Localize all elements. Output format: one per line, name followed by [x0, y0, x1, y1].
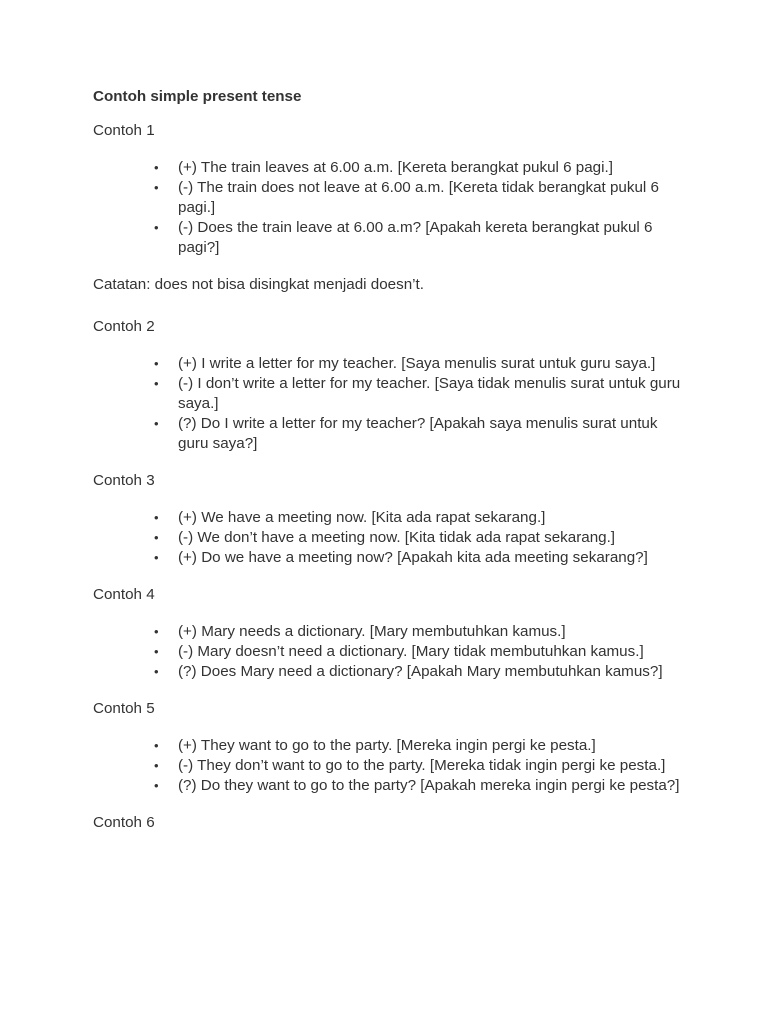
list-item-text: (+) The train leaves at 6.00 a.m. [Kereta berangkat pukul 6 pagi.] [178, 159, 613, 176]
list-item-text: (-) We don’t have a meeting now. [Kita tidak ada rapat sekarang.] [178, 529, 616, 546]
list-item-text: (+) Mary needs a dictionary. [Mary membutuhkan kamus.] [178, 623, 566, 640]
list-item [154, 662, 683, 682]
list-item-text: (+) I write a letter for my teacher. [Saya menulis surat untuk guru saya.] [178, 355, 656, 372]
list-item [154, 756, 683, 776]
list-item [154, 776, 683, 796]
list-item [154, 218, 683, 258]
document-title: Contoh simple present tense [93, 88, 302, 105]
list-item-text: (+) We have a meeting now. [Kita ada rapat sekarang.] [178, 509, 546, 526]
list-item [154, 158, 683, 178]
section-heading: Contoh 4 [93, 586, 155, 603]
list-item-text: (+) Do we have a meeting now? [Apakah kita ada meeting sekarang?] [178, 549, 648, 566]
bullet-icon: • [154, 778, 159, 793]
list-item [154, 528, 683, 548]
document-page [93, 87, 683, 833]
list-item [154, 178, 683, 218]
list-item-text: (?) Do they want to go to the party? [Apakah mereka ingin pergi ke pesta?] [178, 777, 680, 794]
section-contoh-3 [93, 471, 683, 568]
bullet-icon: • [154, 738, 159, 753]
list-item-text: (-) They don’t want to go to the party. [Mereka tidak ingin pergi ke pesta.] [178, 757, 666, 774]
bullet-icon: • [154, 664, 159, 679]
section-contoh-1 [93, 121, 683, 295]
bullet-icon: • [154, 510, 159, 525]
list-item [154, 508, 683, 528]
bullet-icon: • [154, 376, 159, 391]
list-item-text: (-) I don’t write a letter for my teacher. [Saya tidak menulis surat untuk guru saya.] [178, 375, 681, 412]
section-contoh-4 [93, 585, 683, 682]
example-list [93, 158, 683, 258]
list-item [154, 736, 683, 756]
bullet-icon: • [154, 180, 159, 195]
bullet-icon: • [154, 644, 159, 659]
section-heading: Contoh 3 [93, 472, 155, 489]
bullet-icon: • [154, 220, 159, 235]
list-item-text: (?) Does Mary need a dictionary? [Apakah Mary membutuhkan kamus?] [178, 663, 663, 680]
list-item-text: (-) Mary doesn’t need a dictionary. [Mary tidak membutuhkan kamus.] [178, 643, 644, 660]
note-text: Catatan: does not bisa disingkat menjadi doesn’t. [93, 276, 424, 293]
list-item [154, 374, 683, 414]
list-item [154, 354, 683, 374]
bullet-icon: • [154, 550, 159, 565]
bullet-icon: • [154, 356, 159, 371]
bullet-icon: • [154, 160, 159, 175]
section-heading: Contoh 2 [93, 318, 155, 335]
section-heading: Contoh 6 [93, 814, 155, 831]
list-item-text: (?) Do I write a letter for my teacher? [Apakah saya menulis surat untuk guru saya?] [178, 415, 658, 452]
bullet-icon: • [154, 624, 159, 639]
bullet-icon: • [154, 530, 159, 545]
list-item-text: (-) The train does not leave at 6.00 a.m. [Kereta tidak berangkat pukul 6 pagi.] [178, 179, 659, 216]
section-contoh-6 [93, 813, 683, 833]
bullet-icon: • [154, 758, 159, 773]
section-contoh-2 [93, 317, 683, 454]
example-list [93, 508, 683, 568]
example-list [93, 354, 683, 454]
section-heading: Contoh 1 [93, 122, 155, 139]
list-item-text: (+) They want to go to the party. [Mereka ingin pergi ke pesta.] [178, 737, 596, 754]
bullet-icon: • [154, 416, 159, 431]
example-list [93, 622, 683, 682]
list-item [154, 414, 683, 454]
section-contoh-5 [93, 699, 683, 796]
list-item [154, 622, 683, 642]
section-heading: Contoh 5 [93, 700, 155, 717]
list-item-text: (-) Does the train leave at 6.00 a.m? [Apakah kereta berangkat pukul 6 pagi?] [178, 219, 653, 256]
list-item [154, 548, 683, 568]
list-item [154, 642, 683, 662]
example-list [93, 736, 683, 796]
